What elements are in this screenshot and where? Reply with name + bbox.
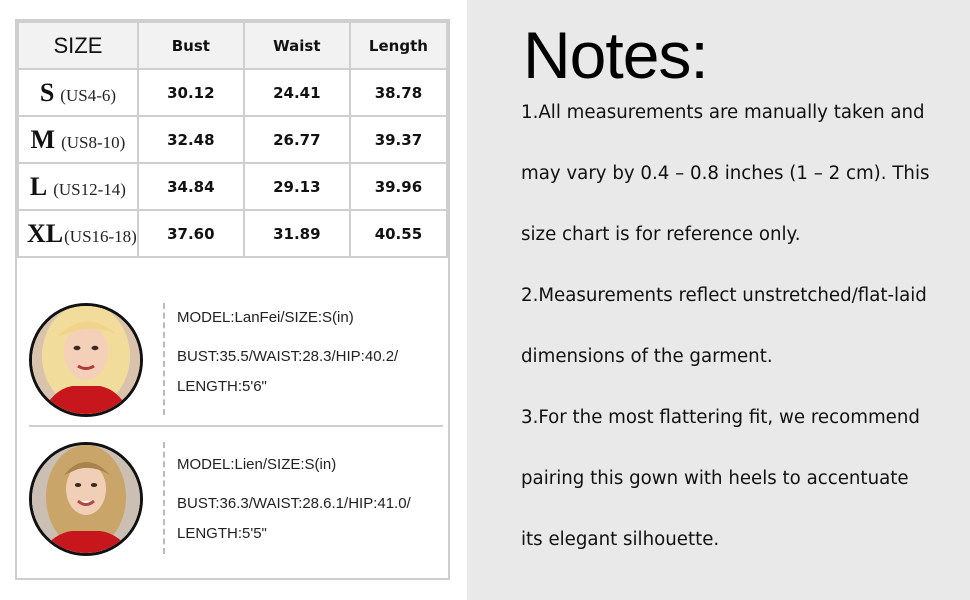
header-length: Length: [350, 22, 447, 69]
size-letter: L: [29, 171, 48, 201]
note-line: dimensions of the garment.: [521, 346, 773, 367]
note-line: its elegant silhouette.: [521, 529, 720, 550]
table-header-row: [18, 22, 447, 69]
note-line: 1.All measurements are manually taken and: [521, 102, 925, 123]
header-size: SIZE: [18, 22, 138, 69]
bust-value: 34.84: [138, 163, 244, 210]
dashed-divider: [163, 303, 165, 415]
header-bust: Bust: [138, 22, 244, 69]
us-size: (US12-14): [53, 179, 126, 199]
note-line: pairing this gown with heels to accentuate: [521, 468, 909, 489]
model-card: [29, 303, 440, 423]
us-size: (US16-18): [64, 226, 137, 246]
table-row: [18, 116, 447, 163]
bust-value: 30.12: [138, 69, 244, 116]
table-row: [18, 210, 447, 257]
size-letter: XL: [27, 218, 64, 248]
note-line: may vary by 0.4 – 0.8 inches (1 – 2 cm). This: [521, 163, 930, 184]
notes-panel: [467, 0, 970, 600]
size-chart-panel: [15, 19, 450, 580]
header-waist: Waist: [244, 22, 350, 69]
length-value: 40.55: [350, 210, 447, 257]
bust-value: 37.60: [138, 210, 244, 257]
note-line: 3.For the most flattering fit, we recommend: [521, 407, 920, 428]
dashed-divider: [163, 442, 165, 554]
note-line: size chart is for reference only.: [521, 224, 801, 245]
us-size: (US4-6): [60, 85, 117, 105]
model-photo: [29, 442, 143, 556]
model-measurements: BUST:35.5/WAIST:28.3/HIP:40.2/: [177, 348, 399, 365]
size-cell: [18, 69, 138, 116]
us-size: (US8-10): [61, 132, 126, 152]
model-name-size: MODEL:LanFei/SIZE:S(in): [177, 309, 354, 326]
length-value: 39.96: [350, 163, 447, 210]
waist-value: 29.13: [244, 163, 350, 210]
size-cell: [18, 210, 138, 257]
model-card: [29, 442, 440, 562]
model-separator: [29, 425, 443, 427]
model-height: LENGTH:5'6": [177, 378, 267, 395]
length-value: 39.37: [350, 116, 447, 163]
model-measurements: BUST:36.3/WAIST:28.6.1/HIP:41.0/: [177, 495, 411, 512]
model-photo: [29, 303, 143, 417]
waist-value: 24.41: [244, 69, 350, 116]
size-letter: M: [30, 124, 56, 154]
bust-value: 32.48: [138, 116, 244, 163]
notes-title: Notes:: [523, 18, 708, 92]
table-row: [18, 163, 447, 210]
table-row: [18, 69, 447, 116]
note-line: 2.Measurements reflect unstretched/flat-laid: [521, 285, 927, 306]
length-value: 38.78: [350, 69, 447, 116]
size-cell: [18, 116, 138, 163]
waist-value: 26.77: [244, 116, 350, 163]
waist-value: 31.89: [244, 210, 350, 257]
model-height: LENGTH:5'5": [177, 525, 267, 542]
size-cell: [18, 163, 138, 210]
model-name-size: MODEL:Lien/SIZE:S(in): [177, 456, 337, 473]
size-table: [17, 21, 448, 258]
size-letter: S: [39, 77, 55, 107]
